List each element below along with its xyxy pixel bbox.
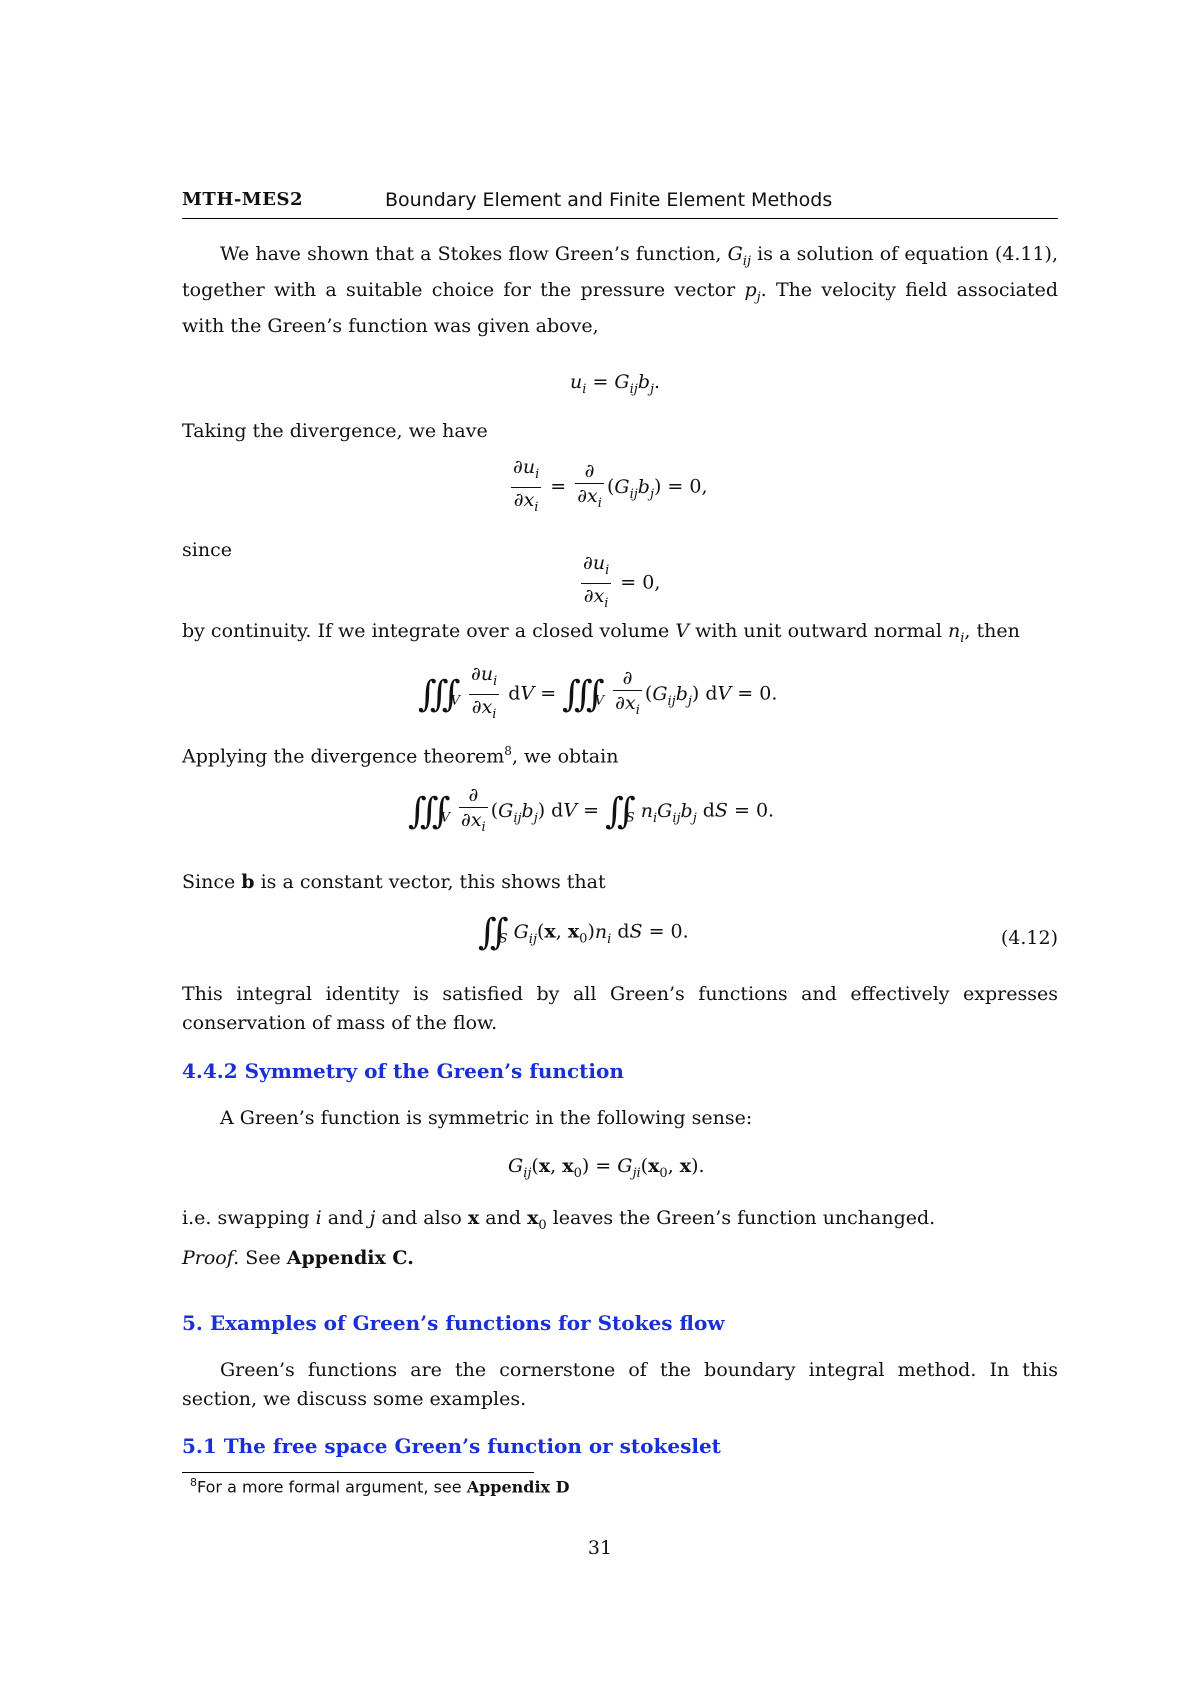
text-swapping: i.e. swapping i and j and also x and $x_0$ leaves the Green’s function unchanged. — [182, 1207, 936, 1233]
page-number: 31 — [587, 1537, 613, 1559]
equation-divergence: $\frac{\partial u_i}{\partial x_i}$ = $\frac{\partial}{\partial x_i}$ $(G_{ij}b_j) = 0$, — [513, 456, 708, 515]
course-code: MTH-MES2 — [182, 189, 303, 210]
footnote-rule — [182, 1472, 534, 1473]
text-section-5: Green’s functions are the cornerstone of the boundary integral method. In this section, we discuss some examples. — [182, 1359, 1058, 1410]
running-title: Boundary Element and Finite Element Methods — [385, 189, 833, 211]
text-identity: This integral identity is satisfied by all Green’s functions and effectively expresses conservation of mass of the flow. — [182, 983, 1058, 1034]
text-proof: Proof. See Appendix C. — [182, 1247, 414, 1269]
equation-volume-integral: $∭_V$ $\frac{\partial u_i}{\partial x_i}$ dV = $∭_V$ $\frac{\partial}{\partial x_i}$ $(G_{ij}b_j)$ dV = 0. — [418, 663, 778, 722]
text-symmetric: A Green’s function is symmetric in the following sense: — [220, 1107, 753, 1129]
equation-symmetry: $G_{ij}(x$, $x_0) = G_{ji}(x_0$, x). — [508, 1155, 705, 1181]
paragraph-intro: We have shown that a Stokes flow Green’s function, $G_{ij}$ is a solution of equation (4.11), together with a suitable choice for the pressure vector $p_j$. The velocity field associated with the Green’s function was given above, — [182, 243, 1059, 337]
section-heading-5-1: 5.1 The free space Green’s function or stokeslet — [182, 1434, 721, 1458]
text-since: since — [182, 539, 232, 561]
equation-velocity: $u_i = G_{ij}b_j$. — [570, 371, 661, 397]
equation-4-12: $∬_S$ $G_{ij}(x$, $x_0)n_i$ dS = 0. — [478, 912, 689, 953]
equation-divergence-theorem: $∭_V$ $\frac{\partial}{\partial x_i}$ $(G_{ij}b_j)$ dV = $∬_S$ $n_iG_{ij}b_j$ dS = 0. — [408, 784, 775, 835]
text-since-b: Since b is a constant vector, this shows that — [182, 871, 606, 893]
text-by-continuity: by continuity. If we integrate over a closed volume V with unit outward normal $n_i$, then — [182, 620, 1020, 646]
section-heading-5: 5. Examples of Green’s functions for Stokes flow — [182, 1311, 725, 1335]
text-applying: Applying the divergence theorem$^8$, we obtain — [182, 744, 619, 768]
section-heading-4-4-2: 4.4.2 Symmetry of the Green’s function — [182, 1059, 624, 1083]
equation-number: (4.12) — [1000, 927, 1058, 949]
footnote: $^8$For a more formal argument, see Appendix D — [190, 1476, 570, 1497]
equation-continuity: $\frac{\partial u_i}{\partial x_i}$ = 0, — [583, 552, 661, 611]
header-rule — [182, 218, 1058, 219]
text-taking-divergence: Taking the divergence, we have — [182, 420, 488, 442]
